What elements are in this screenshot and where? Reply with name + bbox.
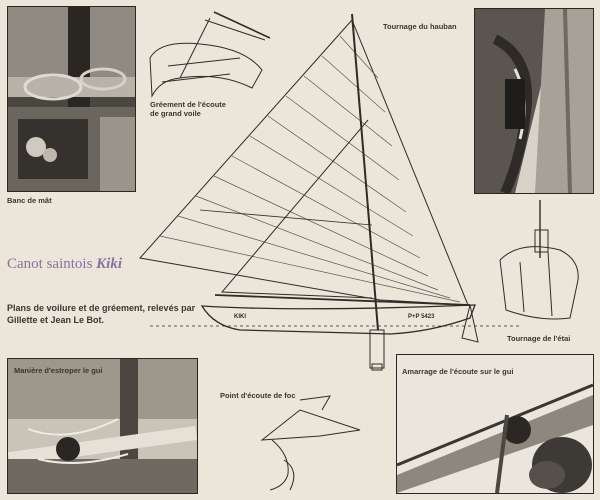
jib-outline [222, 120, 372, 298]
mainsail-outline [140, 20, 468, 305]
plate-subtitle: Plans de voilure et de gréement, relevés par Gillette et Jean Le Bot. [7, 303, 196, 326]
greement-ecoute-sketch [150, 12, 270, 96]
keel [370, 330, 384, 368]
plate-title-prefix: Canot saintois [7, 256, 93, 272]
tournage-etai-sketch [500, 200, 578, 319]
plate-title-boat: Kiki [96, 256, 123, 272]
caption-tournage-etai: Tournage de l'étai [507, 334, 571, 343]
hull-name: KIKI [234, 314, 246, 320]
rudder [462, 305, 478, 342]
caption-maniere-estroper: Manière d'estroper le gui [14, 366, 103, 375]
mast [352, 14, 378, 330]
caption-banc-de-mat: Banc de mât [7, 196, 52, 205]
point-ecoute-foc-sketch [262, 396, 360, 490]
caption-tournage-hauban: Tournage du hauban [383, 22, 457, 31]
caption-point-ecoute-foc: Point d'écoute de foc [220, 391, 296, 400]
keel-base [372, 364, 382, 370]
sprit [200, 210, 372, 225]
mainsail-seams [160, 36, 460, 302]
caption-amarrage-ecoute: Amarrage de l'écoute sur le gui [402, 367, 514, 376]
caption-greement-line1: Gréement de l'écoute [150, 100, 226, 109]
hull-registration: P+P 5423 [408, 314, 435, 320]
caption-greement-line2: de grand voile [150, 109, 201, 118]
